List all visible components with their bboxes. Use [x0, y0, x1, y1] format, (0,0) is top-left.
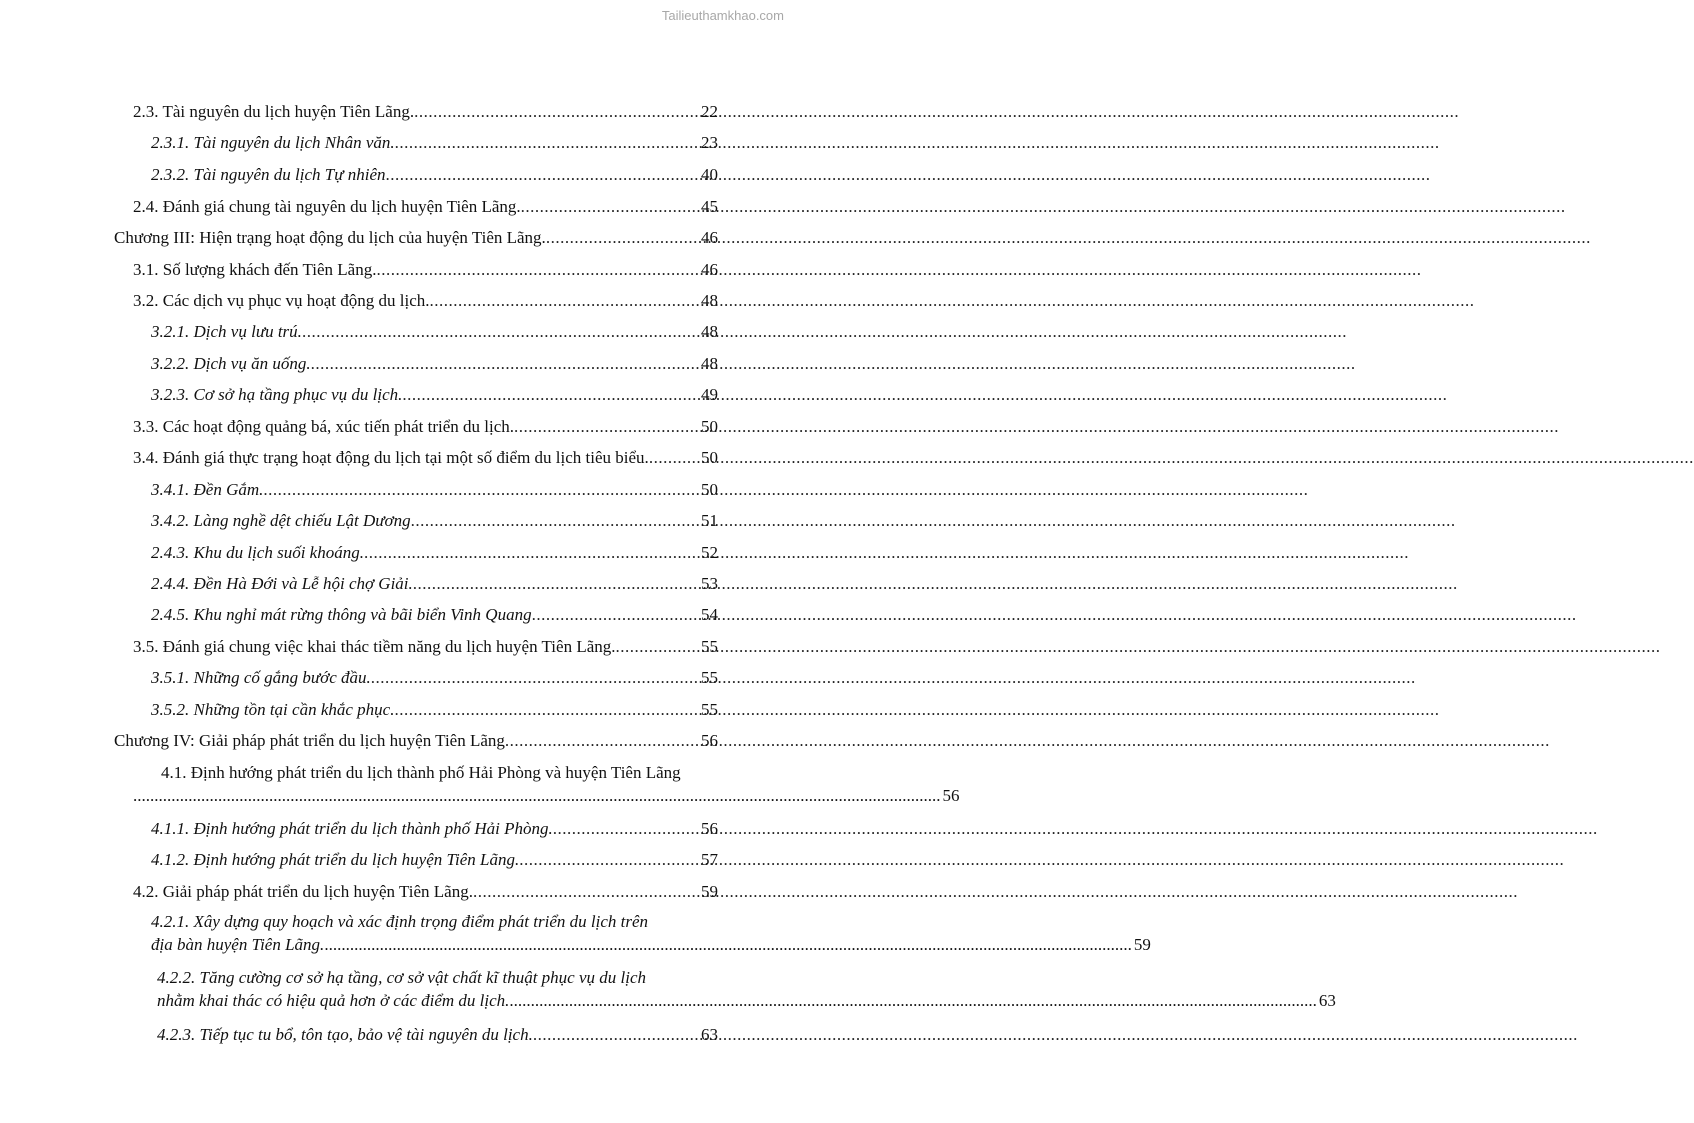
page-number: 63 — [701, 1025, 718, 1044]
page-number: 56 — [701, 819, 718, 838]
page-number: 50 — [701, 417, 718, 436]
page-number: 40 — [701, 165, 718, 184]
page-number: 50 — [701, 480, 718, 499]
toc-entry-2-4[interactable]: 2.4. Đánh giá chung tài nguyên du lịch huyện Tiên Lãng. ..... 45 — [133, 197, 718, 217]
page-number: 59 — [701, 882, 718, 901]
toc-entry-4-2-2[interactable]: 4.2.2. Tăng cường cơ sở hạ tầng, cơ sở vật chất kĩ thuật phục vụ du lịch nhằm khai thác có hiệu quả hơn ở các điểm du lịch. .............................................................................................................................................................................................. 63 — [157, 968, 1336, 1010]
toc-entry-3-2[interactable]: 3.2. Các dịch vụ phục vụ hoạt động du lịch. ..... 48 — [133, 291, 718, 311]
toc-entry-3-5-1[interactable]: 3.5.1. Những cố gắng bước đầu. ..... 55 — [151, 668, 718, 688]
toc-entry-2-3-1[interactable]: 2.3.1. Tài nguyên du lịch Nhân văn. ..... 23 — [151, 133, 718, 153]
page-number: 23 — [701, 133, 718, 152]
toc-entry-3-3[interactable]: 3.3. Các hoạt động quảng bá, xúc tiến phát triển du lịch. ..... 50 — [133, 417, 718, 437]
page-number: 48 — [701, 354, 718, 373]
toc-entry-2-4-5[interactable]: 2.4.5. Khu nghỉ mát rừng thông và bãi biển Vinh Quang ..... 54 — [151, 605, 718, 625]
toc-entry-chapter-4[interactable]: Chương IV: Giải pháp phát triển du lịch huyện Tiên Lãng ..... 56 — [114, 731, 718, 751]
toc-entry-3-2-2[interactable]: 3.2.2. Dịch vụ ăn uống. ..... 48 — [151, 354, 718, 374]
toc-entry-3-5-2[interactable]: 3.5.2. Những tồn tại cần khắc phục. ..... 55 — [151, 700, 718, 720]
toc-entry-3-1[interactable]: 3.1. Số lượng khách đến Tiên Lãng. ..... 46 — [133, 260, 718, 280]
page-number: 55 — [701, 700, 718, 719]
page-number: 46 — [701, 228, 718, 247]
toc-entry-4-2-3[interactable]: 4.2.3. Tiếp tục tu bổ, tôn tạo, bảo vệ tài nguyên du lịch. ..... 63 — [157, 1025, 718, 1045]
page-number: 56 — [942, 786, 960, 805]
toc-entry-3-5[interactable]: 3.5. Đánh giá chung việc khai thác tiềm năng du lịch huyện Tiên Lãng. ..... 55 — [133, 637, 718, 657]
toc-entry-4-1-2[interactable]: 4.1.2. Định hướng phát triển du lịch huyện Tiên Lãng. ..... 57 — [151, 850, 718, 870]
page-number: 55 — [701, 637, 718, 656]
page-number: 45 — [701, 197, 718, 216]
page-number: 57 — [701, 850, 718, 869]
page-number: 63 — [1318, 991, 1336, 1010]
toc-entry-4-1-1[interactable]: 4.1.1. Định hướng phát triển du lịch thành phố Hải Phòng. ..... 56 — [151, 819, 718, 839]
toc-entry-3-4-2[interactable]: 3.4.2. Làng nghề dệt chiếu Lật Dương ..... 51 — [151, 511, 718, 531]
toc-entry-3-2-3[interactable]: 3.2.3. Cơ sở hạ tầng phục vụ du lịch. ..... 49 — [151, 385, 718, 405]
toc-entry-chapter-3[interactable]: Chương III: Hiện trạng hoạt động du lịch của huyện Tiên Lãng. ..... 46 — [114, 228, 718, 248]
page-number: 53 — [701, 574, 718, 593]
toc-entry-4-2[interactable]: 4.2. Giải pháp phát triển du lịch huyện Tiên Lãng. ..... 59 — [133, 882, 718, 902]
toc-entry-3-2-1[interactable]: 3.2.1. Dịch vụ lưu trú. ..... 48 — [151, 322, 718, 342]
page-number: 59 — [1133, 935, 1151, 954]
toc-entry-3-4[interactable]: 3.4. Đánh giá thực trạng hoạt động du lịch tại một số điểm du lịch tiêu biểu. ..... 50 — [133, 448, 718, 468]
toc-entry-4-1[interactable]: 4.1. Định hướng phát triển du lịch thành phố Hải Phòng và huyện Tiên Lãng .............................................................................................................................................................................................. 56 — [133, 763, 960, 805]
page-number: 46 — [701, 260, 718, 279]
page-number: 48 — [701, 322, 718, 341]
page-number: 54 — [701, 605, 718, 624]
toc-entry-2-4-3[interactable]: 2.4.3. Khu du lịch suối khoáng. ..... 52 — [151, 543, 718, 563]
page-number: 56 — [701, 731, 718, 750]
page-number: 50 — [701, 448, 718, 467]
watermark: Tailieuthamkhao.com — [661, 8, 784, 23]
toc-entry-2-4-4[interactable]: 2.4.4. Đền Hà Đới và Lễ hội chợ Giải. ..... 53 — [151, 574, 718, 594]
page-number: 48 — [701, 291, 718, 310]
page-number: 22 — [701, 102, 718, 121]
toc-entry-2-3[interactable]: 2.3. Tài nguyên du lịch huyện Tiên Lãng. ..... 22 — [133, 102, 718, 122]
page-number: 52 — [701, 543, 718, 562]
toc-entry-4-2-1[interactable]: 4.2.1. Xây dựng quy hoạch và xác định trọng điểm phát triển du lịch trên địa bàn huyện Tiên Lãng. .............................................................................................................................................................................................. 59 — [151, 912, 1151, 954]
toc-entry-3-4-1[interactable]: 3.4.1. Đền Gắm. ..... 50 — [151, 480, 718, 500]
toc-entry-2-3-2[interactable]: 2.3.2. Tài nguyên du lịch Tự nhiên ..... 40 — [151, 165, 718, 185]
page-number: 55 — [701, 668, 718, 687]
page-number: 51 — [701, 511, 718, 530]
page-number: 49 — [701, 385, 718, 404]
